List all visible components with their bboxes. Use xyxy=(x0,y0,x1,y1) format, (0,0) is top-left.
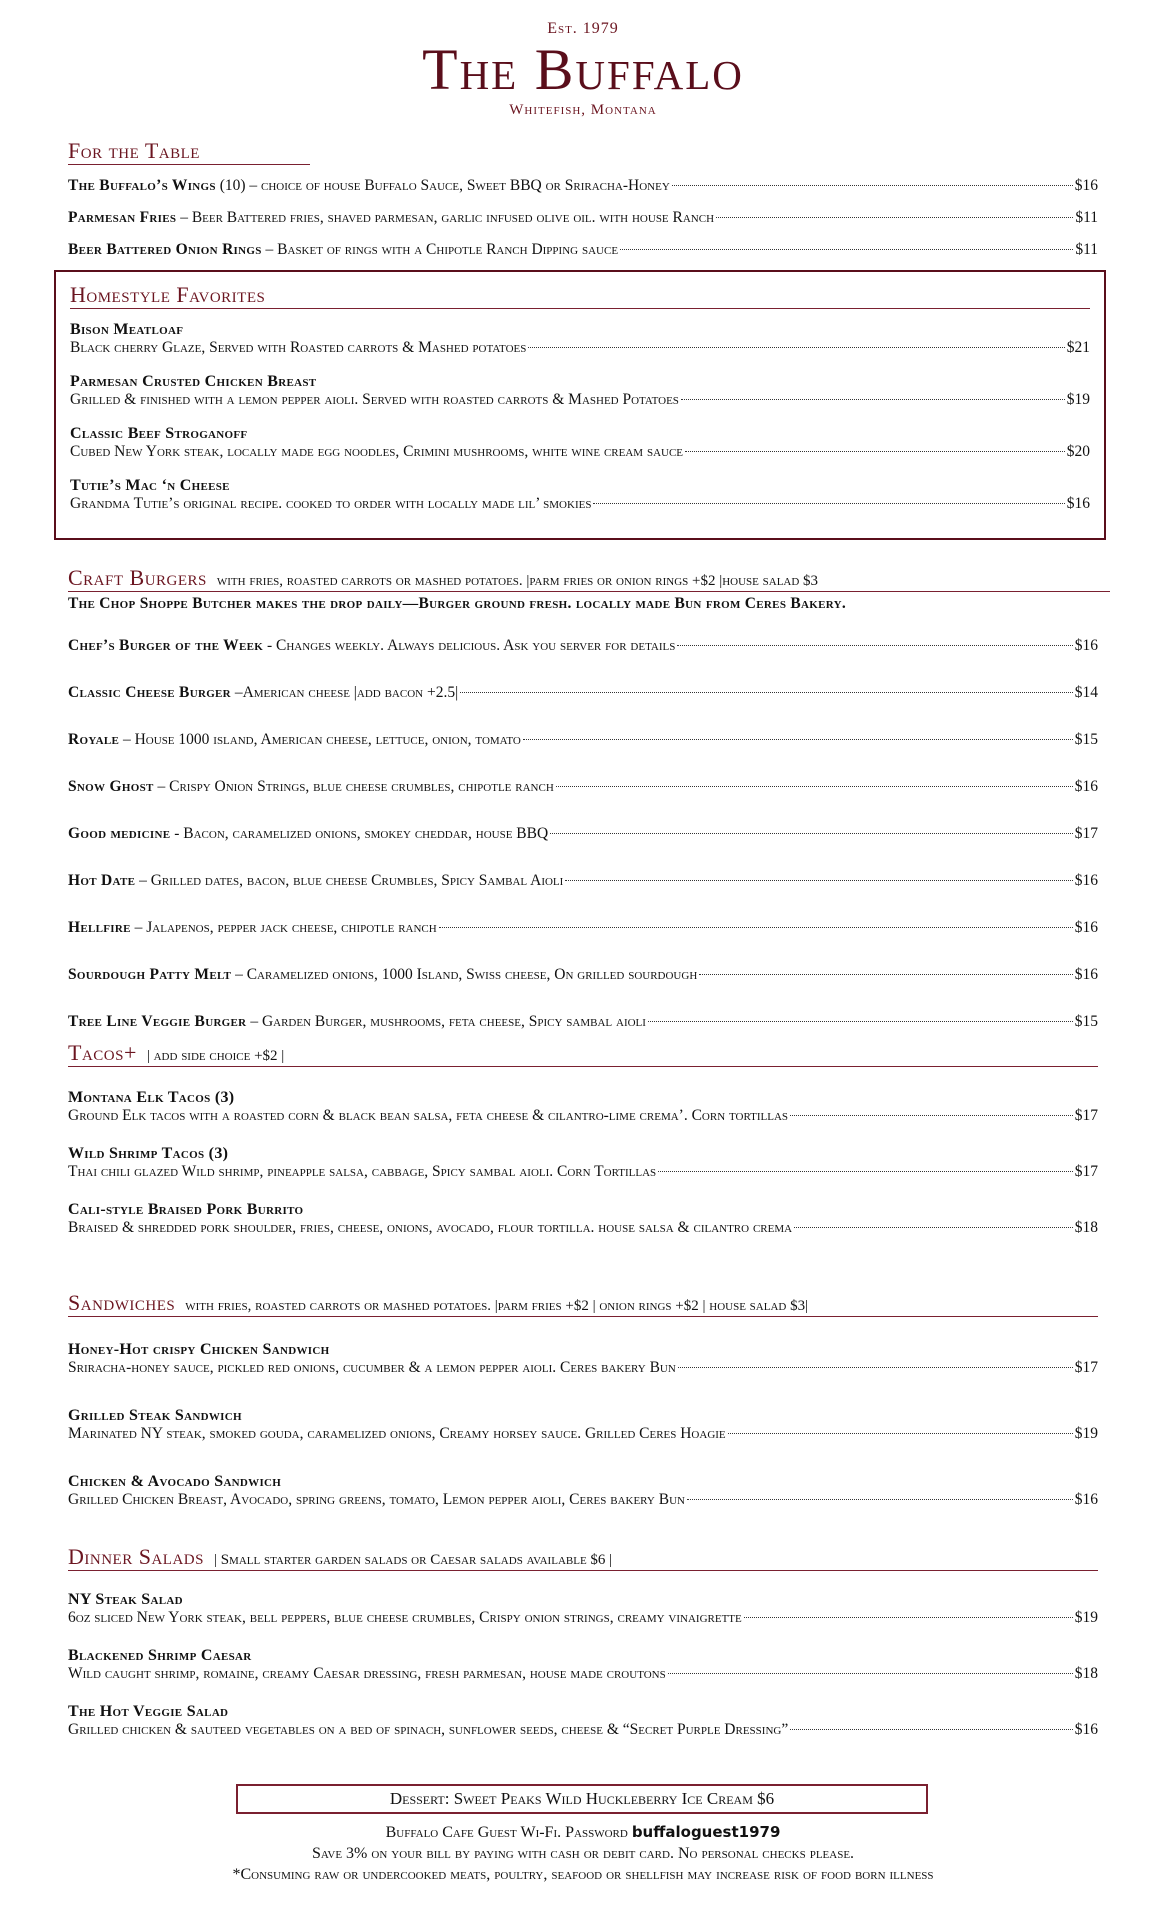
item-description: – Jalapenos, pepper jack cheese, chipotle ranch xyxy=(130,919,437,936)
menu-item xyxy=(68,1591,1098,1627)
item-price: $16 xyxy=(1074,177,1098,194)
item-description: Black cherry Glaze, Served with Roasted carrots & Mashed potatoes xyxy=(70,339,527,356)
section-note: | Small starter garden salads or Caesar salads available $6 | xyxy=(213,1552,613,1568)
item-price: $11 xyxy=(1075,209,1098,226)
menu-item xyxy=(68,1013,1098,1031)
item-price: $17 xyxy=(1074,825,1098,842)
menu-item xyxy=(68,1407,1098,1443)
item-name: Wild Shrimp Tacos (3) xyxy=(68,1145,229,1162)
item-price: $16 xyxy=(1074,872,1098,889)
menu-item xyxy=(68,872,1098,890)
established-year: Est. 1979 xyxy=(547,20,619,37)
dessert-box: Dessert: Sweet Peaks Wild Huckleberry Ice Cream $6 xyxy=(236,1784,928,1814)
item-price: $17 xyxy=(1074,1107,1098,1124)
item-name: Cali-style Braised Pork Burrito xyxy=(68,1201,304,1218)
item-description: – Grilled dates, bacon, blue cheese Crumbles, Spicy Sambal Aioli xyxy=(135,872,564,889)
section-title: Sandwiches xyxy=(68,1290,176,1315)
menu-item xyxy=(70,321,1090,357)
item-name: Blackened Shrimp Caesar xyxy=(68,1647,252,1664)
section-craft-burgers xyxy=(68,565,1098,1031)
menu-item xyxy=(70,425,1090,461)
item-price: $15 xyxy=(1074,1013,1098,1030)
section-title: Tacos+ xyxy=(68,1040,137,1065)
item-name: Snow Ghost xyxy=(68,778,154,795)
wifi-line xyxy=(0,1822,1166,1843)
item-name: Montana Elk Tacos (3) xyxy=(68,1089,235,1106)
item-description: Thai chili glazed Wild shrimp, pineapple salsa, cabbage, Spicy sambal aioli. Corn Tortillas xyxy=(68,1163,657,1180)
menu-item xyxy=(68,919,1098,937)
item-description: – Basket of rings with a Chipotle Ranch Dipping sauce xyxy=(261,241,619,258)
item-description: Grilled Chicken Breast, Avocado, spring greens, tomato, Lemon pepper aioli, Ceres bakery Bun xyxy=(68,1491,685,1508)
item-price: $20 xyxy=(1066,443,1090,460)
section-subtitle: The Chop Shoppe Butcher makes the drop daily—Burger ground fresh. locally made Bun from Ceres Bakery. xyxy=(68,595,847,612)
item-description: – Beer Battered fries, shaved parmesan, garlic infused olive oil. with house Ranch xyxy=(176,209,715,226)
item-price: $16 xyxy=(1074,919,1098,936)
section-title: Craft Burgers xyxy=(68,565,207,590)
menu-item xyxy=(68,1647,1098,1683)
item-name: Classic Beef Stroganoff xyxy=(70,425,248,442)
item-price: $19 xyxy=(1074,1609,1098,1626)
menu-item xyxy=(68,1089,1098,1125)
item-description: Grandma Tutie’s original recipe. cooked to order with locally made lil’ smokies xyxy=(70,495,592,512)
item-name: Tree Line Veggie Burger xyxy=(68,1013,247,1030)
menu-item xyxy=(68,637,1098,655)
item-description: – Caramelized onions, 1000 Island, Swiss cheese, On grilled sourdough xyxy=(231,966,698,983)
item-name: Grilled Steak Sandwich xyxy=(68,1407,242,1424)
item-price: $16 xyxy=(1074,966,1098,983)
item-price: $16 xyxy=(1074,778,1098,795)
item-name: Hellfire xyxy=(68,919,131,936)
item-name: Chicken & Avocado Sandwich xyxy=(68,1473,282,1490)
menu-item xyxy=(68,177,1098,195)
item-description: Marinated NY steak, smoked gouda, caramelized onions, Creamy horsey sauce. Grilled Ceres Hoagie xyxy=(68,1425,726,1442)
menu-item xyxy=(68,778,1098,796)
menu-item xyxy=(70,477,1090,513)
section-dinner-salads xyxy=(68,1544,1098,1755)
food-safety-warning: *Consuming raw or undercooked meats, poultry, seafood or shellfish may increase risk of food born illness xyxy=(232,1866,934,1883)
item-description: - Bacon, caramelized onions, smokey cheddar, house BBQ xyxy=(170,825,549,842)
item-name: Honey-Hot crispy Chicken Sandwich xyxy=(68,1341,330,1358)
menu-item xyxy=(68,209,1098,227)
item-price: $16 xyxy=(1074,637,1098,654)
section-for-the-table xyxy=(68,138,1098,259)
item-name: Beer Battered Onion Rings xyxy=(68,241,262,258)
item-name: Tutie’s Mac ‘n Cheese xyxy=(70,477,230,494)
menu-header xyxy=(0,20,1166,119)
item-name: NY Steak Salad xyxy=(68,1591,183,1608)
section-sandwiches xyxy=(68,1290,1098,1525)
section-title: Homestyle Favorites xyxy=(70,282,1090,309)
item-price: $15 xyxy=(1074,731,1098,748)
item-name: The Hot Veggie Salad xyxy=(68,1703,229,1720)
section-note: with fries, roasted carrots or mashed potatoes. |parm fries or onion rings +$2 |house salad $3 xyxy=(216,573,819,589)
item-price: $19 xyxy=(1066,391,1090,408)
item-name: Sourdough Patty Melt xyxy=(68,966,232,983)
item-name: Royale xyxy=(68,731,120,748)
item-description: – Garden Burger, mushrooms, feta cheese, Spicy sambal aioli xyxy=(246,1013,646,1030)
item-description: Ground Elk tacos with a roasted corn & black bean salsa, feta cheese & cilantro-lime crema’. Corn tortillas xyxy=(68,1107,789,1124)
menu-item xyxy=(68,1201,1098,1237)
item-description: Grilled chicken & sauteed vegetables on a bed of spinach, sunflower seeds, cheese & “Secret Purple Dressing” xyxy=(68,1721,789,1738)
item-name: Good medicine xyxy=(68,825,171,842)
item-description: Braised & shredded pork shoulder, fries, cheese, onions, avocado, flour tortilla. house salsa & cilantro crema xyxy=(68,1219,793,1236)
item-description: Grilled & finished with a lemon pepper aioli. Served with roasted carrots & Mashed Potatoes xyxy=(70,391,679,408)
menu-item xyxy=(68,684,1098,702)
item-name: Parmesan Crusted Chicken Breast xyxy=(70,373,317,390)
wifi-password: buffaloguest1979 xyxy=(631,1823,781,1841)
section-title: Dinner Salads xyxy=(68,1544,204,1569)
item-name: Parmesan Fries xyxy=(68,209,177,226)
restaurant-name: The Buffalo xyxy=(422,37,744,102)
section-homestyle-favorites xyxy=(54,270,1106,540)
item-description: – House 1000 island, American cheese, lettuce, onion, tomato xyxy=(119,731,521,748)
item-name: The Buffalo’s Wings xyxy=(68,177,216,194)
section-note: | add side choice +$2 | xyxy=(146,1048,285,1064)
restaurant-location: Whitefish, Montana xyxy=(509,102,657,118)
item-price: $18 xyxy=(1074,1665,1098,1682)
item-description: (10) – choice of house Buffalo Sauce, Sweet BBQ or Sriracha-Honey xyxy=(215,177,670,194)
menu-item xyxy=(68,966,1098,984)
menu-item xyxy=(68,825,1098,843)
menu-item xyxy=(68,1473,1098,1509)
menu-item xyxy=(70,373,1090,409)
menu-item xyxy=(68,1145,1098,1181)
section-title: For the Table xyxy=(68,138,310,165)
item-price: $19 xyxy=(1074,1425,1098,1442)
menu-item xyxy=(68,731,1098,749)
menu-item xyxy=(68,241,1098,259)
item-price: $17 xyxy=(1074,1163,1098,1180)
item-description: 6oz sliced New York steak, bell peppers, blue cheese crumbles, Crispy onion strings, creamy vinaigrette xyxy=(68,1609,742,1626)
cash-discount-notice: Save 3% on your bill by paying with cash or debit card. No personal checks please. xyxy=(311,1845,855,1862)
item-name: Classic Cheese Burger xyxy=(68,684,231,701)
item-price: $17 xyxy=(1074,1359,1098,1376)
menu-item xyxy=(68,1341,1098,1377)
item-price: $21 xyxy=(1066,339,1090,356)
item-description: Cubed New York steak, locally made egg noodles, Crimini mushrooms, white wine cream sauce xyxy=(70,443,684,460)
item-price: $16 xyxy=(1074,1491,1098,1508)
item-name: Chef’s Burger of the Week xyxy=(68,637,264,654)
item-price: $14 xyxy=(1074,684,1098,701)
item-name: Hot Date xyxy=(68,872,136,889)
wifi-text: Buffalo Cafe Guest Wi-Fi. Password xyxy=(385,1824,632,1841)
item-price: $11 xyxy=(1075,241,1098,258)
item-name: Bison Meatloaf xyxy=(70,321,184,338)
item-description: - Changes weekly. Always delicious. Ask you server for details xyxy=(263,637,676,654)
item-description: – Crispy Onion Strings, blue cheese crumbles, chipotle ranch xyxy=(153,778,554,795)
item-description: –American cheese |add bacon +2.5| xyxy=(230,684,459,701)
section-note: with fries, roasted carrots or mashed potatoes. |parm fries +$2 | onion rings +$2 | house salad $3| xyxy=(185,1298,809,1314)
section-tacos xyxy=(68,1040,1098,1253)
item-description: Wild caught shrimp, romaine, creamy Caesar dressing, fresh parmesan, house made croutons xyxy=(68,1665,666,1682)
item-price: $16 xyxy=(1074,1721,1098,1738)
item-price: $16 xyxy=(1066,495,1090,512)
item-description: Sriracha-honey sauce, pickled red onions, cucumber & a lemon pepper aioli. Ceres bakery Bun xyxy=(68,1359,676,1376)
item-price: $18 xyxy=(1074,1219,1098,1236)
menu-item xyxy=(68,1703,1098,1739)
footer xyxy=(0,1822,1166,1885)
